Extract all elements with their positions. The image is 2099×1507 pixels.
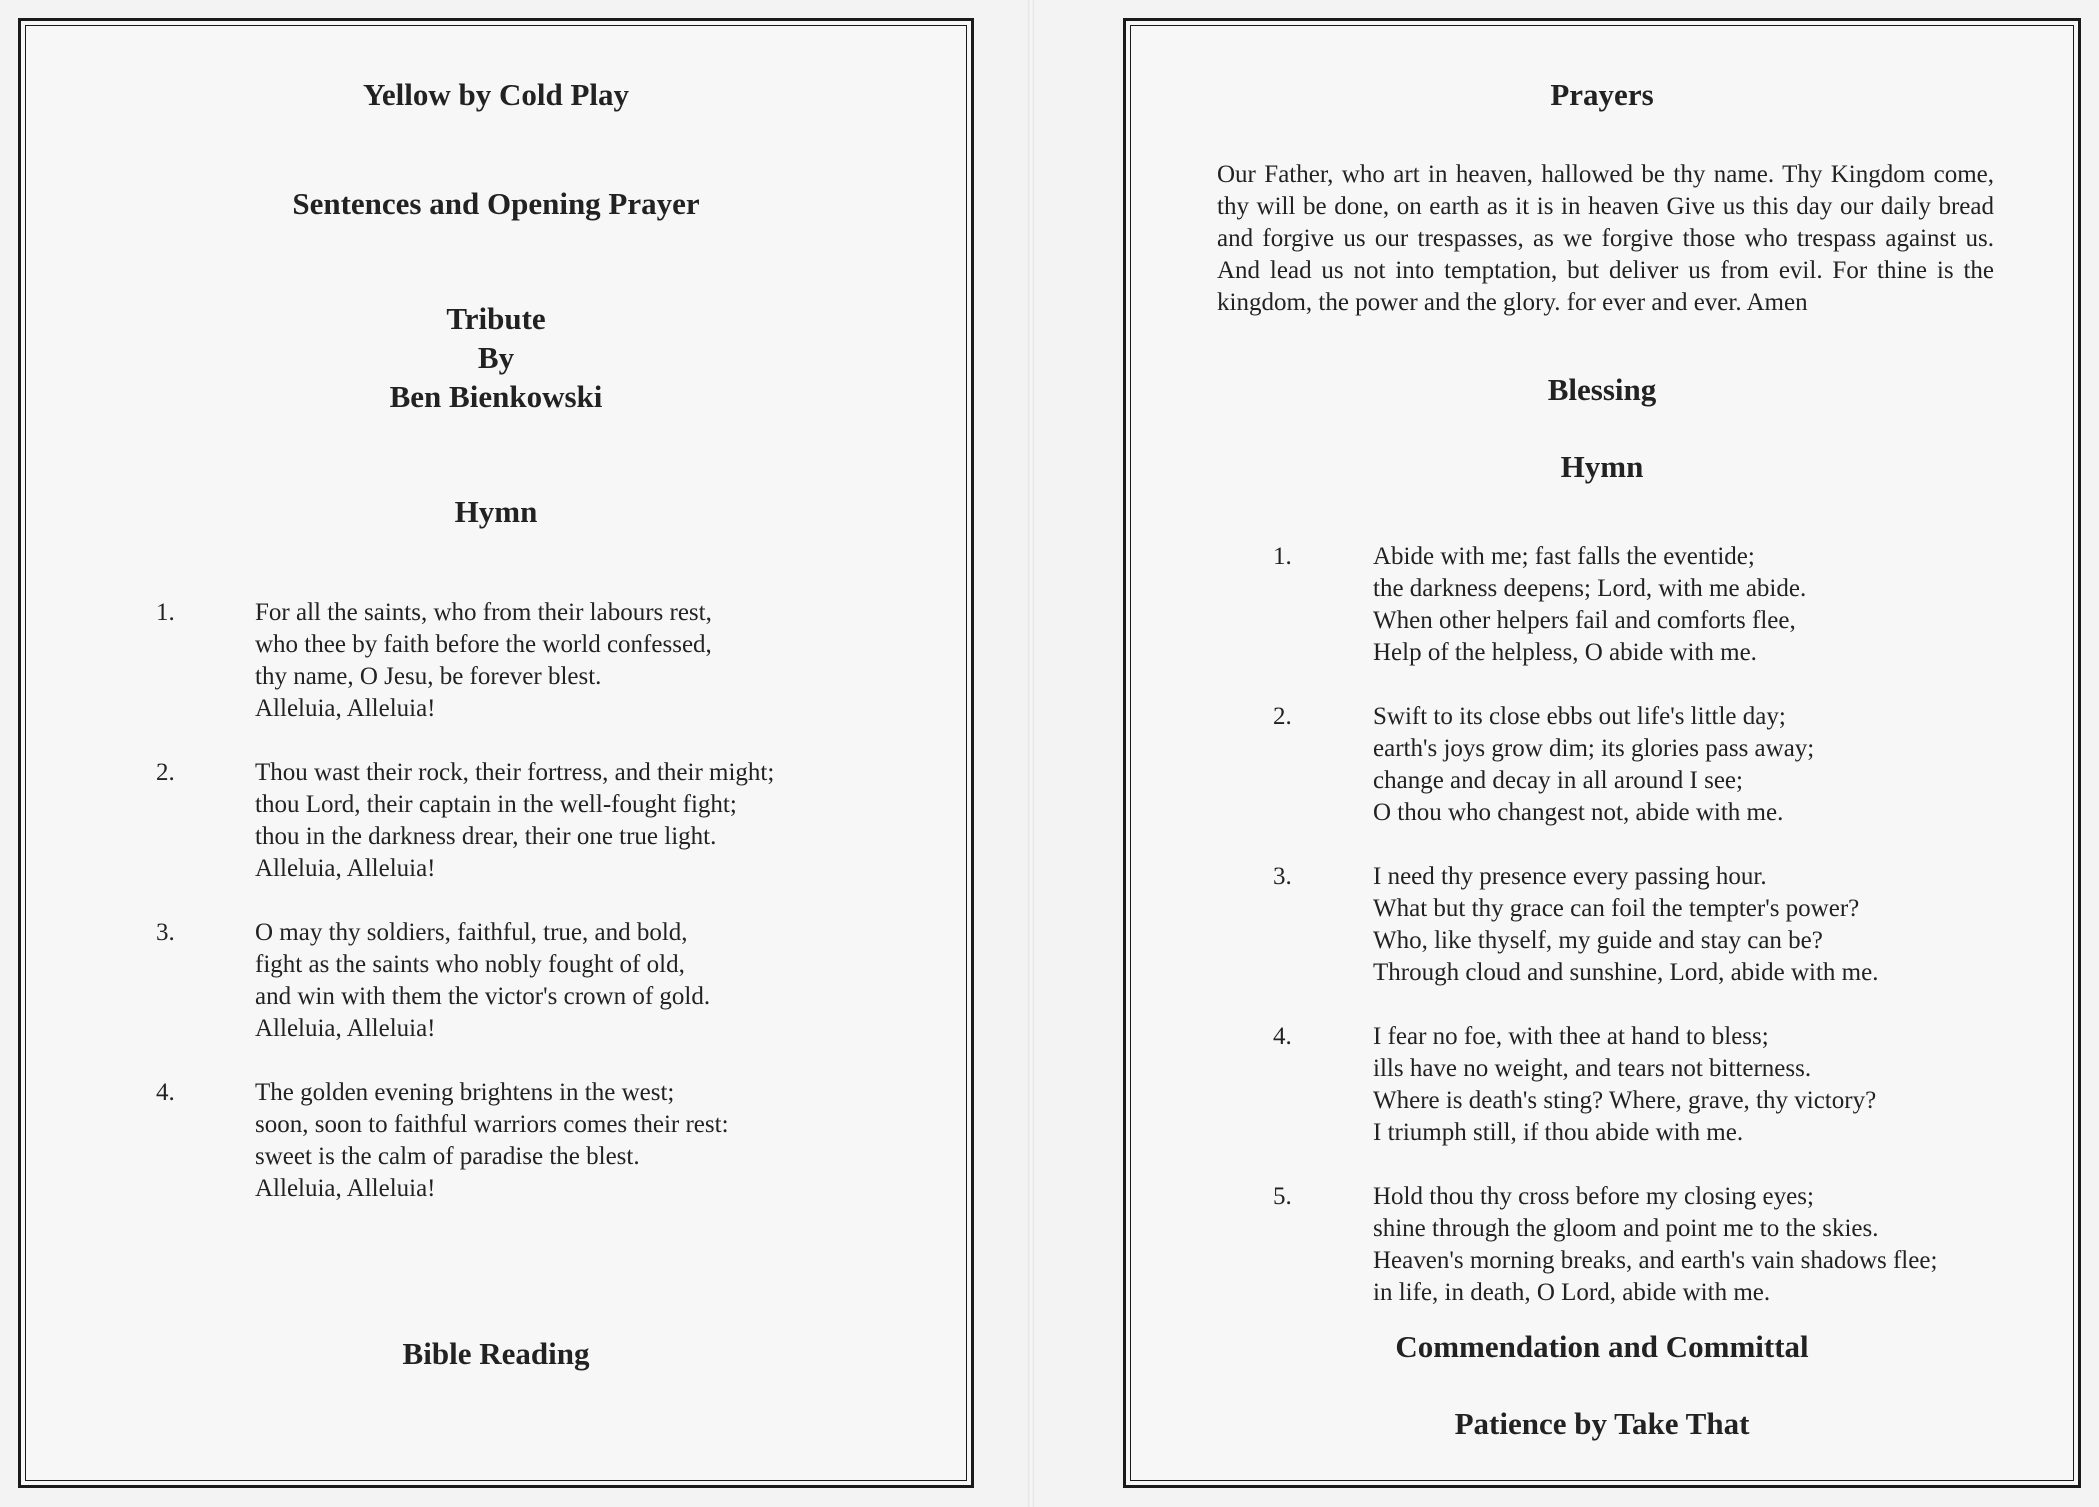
verse-number: 1.: [1273, 543, 1292, 570]
blessing-heading: Blessing: [1547, 372, 1657, 407]
song-patience-heading: Patience by Take That: [1454, 1406, 1750, 1441]
verse-lines: [1273, 1181, 2053, 1309]
verse-lines: [1273, 701, 2053, 829]
verse-line: who thee by faith before the world confessed,: [255, 631, 712, 658]
verse-line: I need thy presence every passing hour.: [1373, 863, 1767, 890]
verse-number: 4.: [156, 1079, 175, 1106]
right-page: [1123, 18, 2081, 1488]
verse-line: thou Lord, their captain in the well-fought fight;: [255, 791, 737, 818]
verse-line: soon, soon to faithful warriors comes their rest:: [255, 1111, 729, 1138]
hymn-verse: [156, 757, 936, 885]
verse-number: 2.: [156, 759, 175, 786]
tribute-heading: [21, 299, 971, 416]
bible-reading-heading: Bible Reading: [402, 1336, 590, 1371]
verse-line: O thou who changest not, abide with me.: [1373, 799, 1784, 826]
verse-line: shine through the gloom and point me to the skies.: [1373, 1215, 1879, 1242]
hymn-verse: [156, 1077, 936, 1205]
verse-line: in life, in death, O Lord, abide with me.: [1373, 1279, 1771, 1306]
verse-line: Thou wast their rock, their fortress, and their might;: [255, 759, 775, 786]
verse-lines: [1273, 861, 2053, 989]
verse-line: ills have no weight, and tears not bitterness.: [1373, 1055, 1812, 1082]
verse-number: 4.: [1273, 1023, 1292, 1050]
verse-number: 3.: [1273, 863, 1292, 890]
lords-prayer-text: Our Father, who art in heaven, hallowed be thy name. Thy Kingdom come, thy will be done, on earth as it is in heaven Give us this day our daily bread and forgive us our trespasses, as we forgive those who trespass against us. And lead us not into temptation, but deliver us from evil. For thine is the kingdom, the power and the glory. for ever and ever. Amen: [1217, 161, 1994, 316]
verse-line: Where is death's sting? Where, grave, thy victory?: [1373, 1087, 1877, 1114]
verse-line: fight as the saints who nobly fought of old,: [255, 951, 685, 978]
verse-line: Help of the helpless, O abide with me.: [1373, 639, 1757, 666]
verse-lines: [1273, 541, 2053, 669]
tribute-by-line: By: [477, 340, 515, 375]
hymn-verse: [1273, 1181, 2053, 1309]
hymn-heading-left: Hymn: [454, 494, 538, 529]
verse-line: Alleluia, Alleluia!: [255, 1175, 436, 1202]
verse-line: thou in the darkness drear, their one true light.: [255, 823, 717, 850]
verse-line: When other helpers fail and comforts flee,: [1373, 607, 1796, 634]
verse-line: O may thy soldiers, faithful, true, and bold,: [255, 919, 688, 946]
hymn-heading-right: Hymn: [1560, 449, 1644, 484]
verse-line: For all the saints, who from their labours rest,: [255, 599, 712, 626]
verse-lines: [156, 917, 936, 1045]
hymn-verse: [156, 597, 936, 725]
verse-lines: [156, 597, 936, 725]
hymn-verse: [1273, 1021, 2053, 1149]
verse-line: Through cloud and sunshine, Lord, abide with me.: [1373, 959, 1879, 986]
verse-line: Abide with me; fast falls the eventide;: [1373, 543, 1755, 570]
verse-line: Swift to its close ebbs out life's little day;: [1373, 703, 1786, 730]
verse-lines: [156, 757, 936, 885]
verse-number: 3.: [156, 919, 175, 946]
verse-line: the darkness deepens; Lord, with me abide.: [1373, 575, 1807, 602]
verse-line: Alleluia, Alleluia!: [255, 855, 436, 882]
hymn-verse: [1273, 701, 2053, 829]
hymn-verses-right: [1273, 541, 2053, 1341]
sentences-heading: Sentences and Opening Prayer: [292, 186, 700, 221]
verse-line: earth's joys grow dim; its glories pass away;: [1373, 735, 1815, 762]
tribute-line: Tribute: [446, 301, 546, 336]
verse-line: and win with them the victor's crown of gold.: [255, 983, 711, 1010]
verse-line: thy name, O Jesu, be forever blest.: [255, 663, 602, 690]
verse-lines: [156, 1077, 936, 1205]
commendation-heading: Commendation and Committal: [1395, 1329, 1809, 1364]
verse-line: Heaven's morning breaks, and earth's vain shadows flee;: [1373, 1247, 1938, 1274]
hymn-verse: [156, 917, 936, 1045]
verse-number: 2.: [1273, 703, 1292, 730]
verse-line: Hold thou thy cross before my closing eyes;: [1373, 1183, 1814, 1210]
verse-line: What but thy grace can foil the tempter's power?: [1373, 895, 1860, 922]
verse-number: 1.: [156, 599, 175, 626]
verse-line: I triumph still, if thou abide with me.: [1373, 1119, 1744, 1146]
hymn-verse: [1273, 861, 2053, 989]
verse-line: The golden evening brightens in the west;: [255, 1079, 675, 1106]
left-page: [18, 18, 974, 1488]
verse-line: Alleluia, Alleluia!: [255, 1015, 436, 1042]
verse-line: change and decay in all around I see;: [1373, 767, 1743, 794]
tribute-name-line: Ben Bienkowski: [389, 379, 603, 414]
verse-line: sweet is the calm of paradise the blest.: [255, 1143, 640, 1170]
verse-number: 5.: [1273, 1183, 1292, 1210]
verse-lines: [1273, 1021, 2053, 1149]
page-fold: [1028, 0, 1034, 1507]
hymn-verse: [1273, 541, 2053, 669]
verse-line: I fear no foe, with thee at hand to bless;: [1373, 1023, 1769, 1050]
song-yellow-heading: Yellow by Cold Play: [362, 77, 630, 112]
prayers-heading: Prayers: [1550, 77, 1654, 112]
hymn-verses-left: [156, 597, 936, 1237]
verse-line: Who, like thyself, my guide and stay can be?: [1373, 927, 1823, 954]
verse-line: Alleluia, Alleluia!: [255, 695, 436, 722]
